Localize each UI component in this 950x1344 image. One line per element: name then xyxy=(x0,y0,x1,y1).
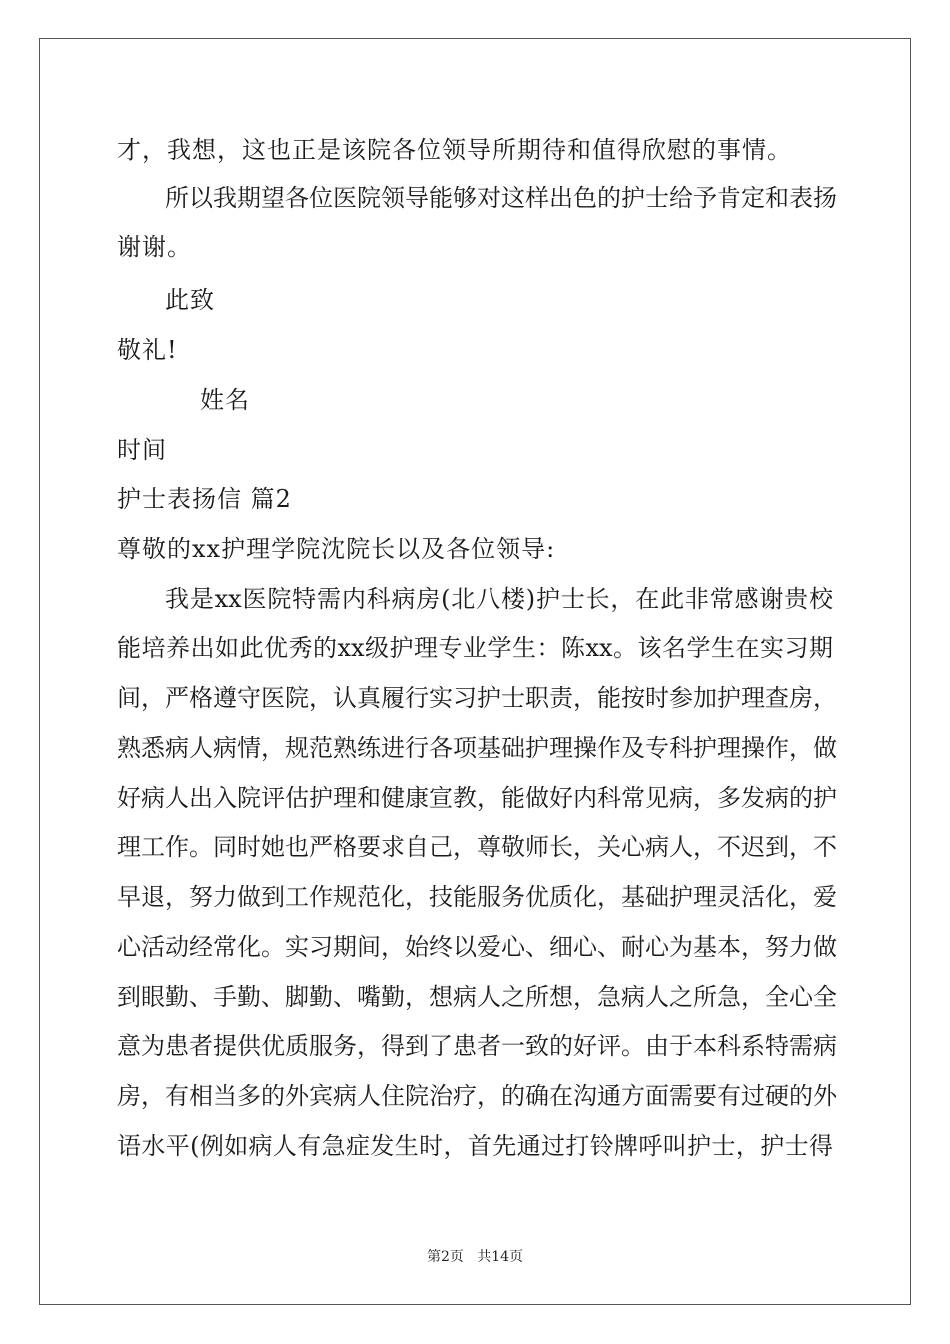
signature-name: 姓名 xyxy=(200,386,250,414)
page-border xyxy=(39,38,911,1305)
text-line: 房，有相当多的外宾病人住院治疗，的确在沟通方面需要有过硬的外 xyxy=(117,1082,837,1110)
page-number: 第2页 共14页 xyxy=(426,1249,524,1265)
text-line: 熟悉病人病情，规范熟练进行各项基础护理操作及专科护理操作，做 xyxy=(117,734,837,762)
letter-greeting: 尊敬的xx护理学院沈院长以及各位领导: xyxy=(117,535,556,563)
signature-date: 时间 xyxy=(117,436,167,464)
text-line: 到眼勤、手勤、脚勤、嘴勤，想病人之所想，急病人之所急，全心全 xyxy=(117,983,837,1011)
closing-regards: 敬礼! xyxy=(117,336,178,364)
text-line: 谢谢。 xyxy=(117,233,192,261)
closing-salutation: 此致 xyxy=(165,286,215,314)
text-line: 理工作。同时她也严格要求自己，尊敬师长，关心病人，不迟到，不 xyxy=(117,833,837,861)
text-line: 意为患者提供优质服务，得到了患者一致的好评。由于本科系特需病 xyxy=(117,1032,837,1060)
text-line: 能培养出如此优秀的xx级护理专业学生：陈xx。该名学生在实习期 xyxy=(117,634,833,662)
text-line: 语水平(例如病人有急症发生时，首先通过打铃牌呼叫护士，护士得 xyxy=(117,1132,833,1160)
section-heading: 护士表扬信 篇2 xyxy=(117,485,292,513)
text-line: 才，我想，这也正是该院各位领导所期待和值得欣慰的事情。 xyxy=(117,136,792,164)
text-line: 我是xx医院特需内科病房(北八楼)护士长，在此非常感谢贵校 xyxy=(165,585,833,613)
text-line: 所以我期望各位医院领导能够对这样出色的护士给予肯定和表扬 xyxy=(165,184,837,212)
text-line: 间，严格遵守医院，认真履行实习护士职责，能按时参加护理查房， xyxy=(117,684,837,712)
text-line: 早退，努力做到工作规范化，技能服务优质化，基础护理灵活化，爱 xyxy=(117,883,837,911)
text-line: 好病人出入院评估护理和健康宣教，能做好内科常见病，多发病的护 xyxy=(117,784,837,812)
text-line: 心活动经常化。实习期间，始终以爱心、细心、耐心为基本，努力做 xyxy=(117,933,837,961)
